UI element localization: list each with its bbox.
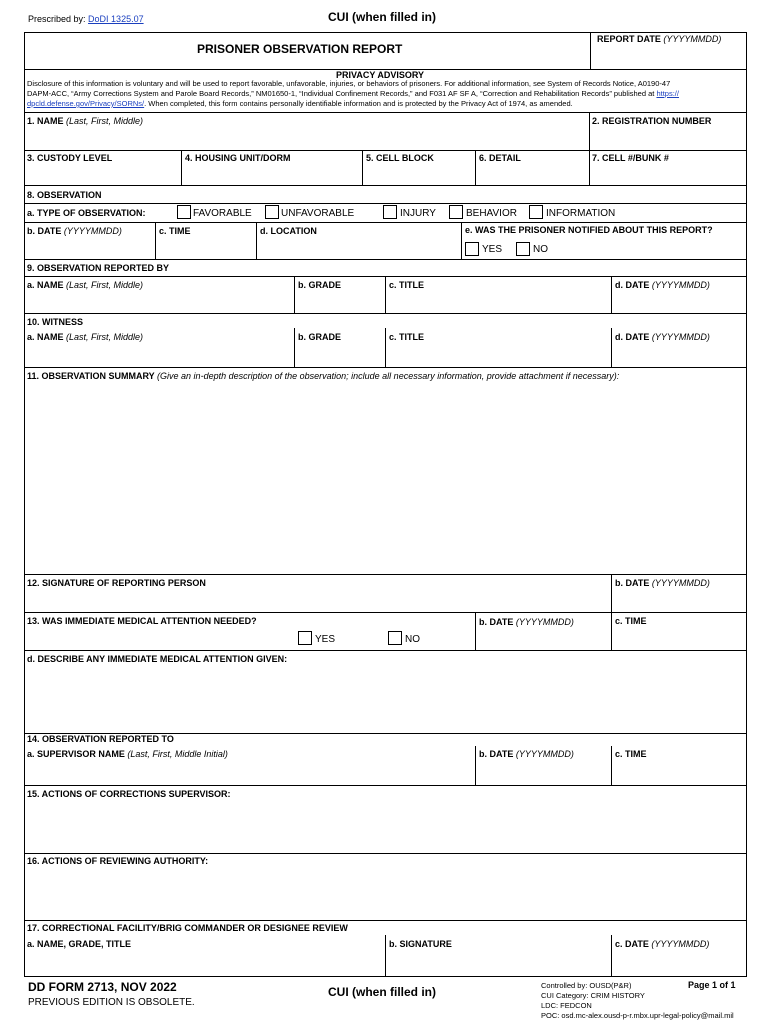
commander-name-field[interactable] (25, 952, 384, 976)
commander-signature-label: b. SIGNATURE (389, 939, 452, 949)
witness-heading: 10. WITNESS (27, 317, 84, 327)
prescribed-label: Prescribed by: (28, 14, 86, 24)
medical-time-label: c. TIME (615, 616, 647, 626)
observation-time-label: c. TIME (159, 226, 191, 236)
reporter-grade-field[interactable] (295, 292, 384, 312)
detail-field[interactable] (476, 165, 588, 184)
reporter-date-field[interactable] (612, 292, 746, 312)
medical-date-field[interactable] (476, 630, 610, 649)
reporter-title-label: c. TITLE (389, 280, 425, 290)
registration-number-label: 2. REGISTRATION NUMBER (592, 116, 712, 126)
notified-no-label: NO (533, 244, 548, 255)
medical-describe-label: d. DESCRIBE ANY IMMEDIATE MEDICAL ATTENTION GIVEN: (27, 654, 288, 664)
witness-name-field[interactable] (25, 345, 293, 366)
notified-no-checkbox[interactable] (516, 242, 530, 256)
unfavorable-checkbox[interactable] (265, 205, 279, 219)
cell-bunk-label: 7. CELL #/BUNK # (592, 153, 669, 163)
name-field[interactable] (25, 128, 589, 149)
notified-yes-label: YES (482, 244, 503, 255)
signature-reporting-label: 12. SIGNATURE OF REPORTING PERSON (27, 578, 206, 588)
medical-needed-label: 13. WAS IMMEDIATE MEDICAL ATTENTION NEEDED? (27, 616, 257, 626)
commander-date-label: c. DATE (YYYYMMDD) (615, 939, 710, 949)
behavior-label: BEHAVIOR (466, 208, 517, 219)
medical-yes-label: YES (315, 634, 336, 645)
reporter-name-label: a. NAME (Last, First, Middle) (27, 280, 144, 290)
signature-date-field[interactable] (612, 590, 746, 611)
prescribed-by (28, 14, 144, 25)
form-title: PRISONER OBSERVATION REPORT (197, 42, 403, 56)
sorn-link-b[interactable]: dpcld.defense.gov/Privacy/SORNs/ (27, 99, 145, 108)
observation-time-field[interactable] (156, 238, 255, 258)
witness-grade-label: b. GRADE (298, 332, 342, 342)
witness-grade-field[interactable] (295, 345, 384, 366)
witness-name-label: a. NAME (Last, First, Middle) (27, 332, 144, 342)
custody-level-label: 3. CUSTODY LEVEL (27, 153, 113, 163)
witness-title-field[interactable] (386, 345, 610, 366)
observation-type-label: a. TYPE OF OBSERVATION: (27, 208, 146, 218)
reviewing-authority-label: 16. ACTIONS OF REVIEWING AUTHORITY: (27, 856, 209, 866)
privacy-line-3: dpcld.defense.gov/Privacy/SORNs/. When completed, this form contains personally identifiable information and is protected by the Privacy Act of 1974, as amended. (27, 99, 573, 108)
information-label: INFORMATION (546, 208, 616, 219)
commander-signature-field[interactable] (386, 952, 610, 976)
dodi-link[interactable]: DoDI 1325.07 (88, 14, 144, 24)
supervisor-actions-label: 15. ACTIONS OF CORRECTIONS SUPERVISOR: (27, 789, 231, 799)
observation-date-field[interactable] (25, 238, 154, 258)
housing-unit-label: 4. HOUSING UNIT/DORM (185, 153, 291, 163)
privacy-line-1: Disclosure of this information is voluntary and will be used to report favorable, unfavorable, injuries, or behaviors of prisoners. For additional information, see System of Records Notice, A0190-47 (27, 79, 671, 88)
reported-by-heading: 9. OBSERVATION REPORTED BY (27, 263, 170, 273)
poc-email: POC: osd.mc-alex.ousd-p-r.mbx.upr-legal-policy@mail.mil (541, 1011, 734, 1020)
cell-block-label: 5. CELL BLOCK (366, 153, 434, 163)
witness-date-field[interactable] (612, 345, 746, 366)
signature-reporting-field[interactable] (25, 590, 610, 611)
name-label: 1. NAME (Last, First, Middle) (27, 116, 144, 126)
commander-name-label: a. NAME, GRADE, TITLE (27, 939, 132, 949)
cui-category: CUI Category: CRIM HISTORY (541, 991, 645, 1000)
summary-textarea[interactable] (25, 384, 746, 573)
unfavorable-label: UNFAVORABLE (281, 208, 355, 219)
medical-time-field[interactable] (612, 630, 746, 649)
commander-review-heading: 17. CORRECTIONAL FACILITY/BRIG COMMANDER OR DESIGNEE REVIEW (27, 923, 348, 933)
privacy-line-2: DAPM-ACC, “Army Corrections System and Parole Board Records,” NM01650-1, “Individual Confinement Records,” and F031 AF SF A, “Correction and Rehabilitation Records” published at https:// (27, 89, 679, 98)
supervisor-name-label: a. SUPERVISOR NAME (Last, First, Middle Initial) (27, 749, 228, 759)
reporter-date-label: d. DATE (YYYYMMDD) (615, 280, 710, 290)
observation-location-field[interactable] (257, 238, 460, 258)
registration-number-field[interactable] (590, 128, 746, 149)
controlled-by: Controlled by: OUSD(P&R) (541, 981, 632, 990)
witness-date-label: d. DATE (YYYYMMDD) (615, 332, 710, 342)
medical-no-label: NO (405, 634, 420, 645)
information-checkbox[interactable] (529, 205, 543, 219)
supervisor-time-label: c. TIME (615, 749, 647, 759)
medical-describe-textarea[interactable] (25, 667, 746, 732)
signature-date-label: b. DATE (YYYYMMDD) (615, 578, 710, 588)
form-number: DD FORM 2713, NOV 2022 (28, 980, 177, 994)
sorn-link-a[interactable]: https:// (656, 89, 679, 98)
observation-location-label: d. LOCATION (260, 226, 317, 236)
reported-to-heading: 14. OBSERVATION REPORTED TO (27, 734, 174, 744)
reporter-name-field[interactable] (25, 292, 293, 312)
medical-date-label: b. DATE (YYYYMMDD) (479, 617, 574, 627)
report-date-field[interactable] (591, 46, 746, 68)
ldc: LDC: FEDCON (541, 1001, 592, 1010)
supervisor-date-label: b. DATE (YYYYMMDD) (479, 749, 574, 759)
observation-heading: 8. OBSERVATION (27, 190, 102, 200)
cell-bunk-field[interactable] (590, 165, 746, 184)
prisoner-notified-label: e. WAS THE PRISONER NOTIFIED ABOUT THIS REPORT? (465, 225, 713, 235)
observation-date-label: b. DATE (YYYYMMDD) (27, 226, 122, 236)
injury-label: INJURY (400, 208, 436, 219)
cui-marking-bottom: CUI (when filled in) (328, 985, 436, 999)
behavior-checkbox[interactable] (449, 205, 463, 219)
medical-no-checkbox[interactable] (388, 631, 402, 645)
reporter-grade-label: b. GRADE (298, 280, 342, 290)
page-number: Page 1 of 1 (688, 980, 736, 990)
report-date-label: REPORT DATE (YYYYMMDD) (597, 34, 722, 44)
supervisor-actions-textarea[interactable] (25, 802, 746, 852)
medical-yes-checkbox[interactable] (298, 631, 312, 645)
commander-date-field[interactable] (612, 952, 746, 976)
supervisor-date-field[interactable] (476, 762, 610, 784)
cui-marking-top: CUI (when filled in) (328, 10, 436, 24)
housing-unit-field[interactable] (182, 165, 361, 184)
reviewing-authority-textarea[interactable] (25, 869, 746, 919)
witness-title-label: c. TITLE (389, 332, 425, 342)
injury-checkbox[interactable] (383, 205, 397, 219)
privacy-heading: PRIVACY ADVISORY (336, 70, 425, 80)
reporter-title-field[interactable] (386, 292, 610, 312)
supervisor-name-field[interactable] (25, 762, 474, 784)
favorable-label: FAVORABLE (193, 208, 252, 219)
cell-block-field[interactable] (363, 165, 474, 184)
obsolete-notice: PREVIOUS EDITION IS OBSOLETE. (28, 997, 195, 1008)
favorable-checkbox[interactable] (177, 205, 191, 219)
notified-yes-checkbox[interactable] (465, 242, 479, 256)
summary-label: 11. OBSERVATION SUMMARY (Give an in-depth description of the observation; include all necessary information, provide attachment if necessary): (27, 371, 620, 381)
custody-level-field[interactable] (25, 165, 180, 184)
detail-label: 6. DETAIL (479, 153, 521, 163)
supervisor-time-field[interactable] (612, 762, 746, 784)
